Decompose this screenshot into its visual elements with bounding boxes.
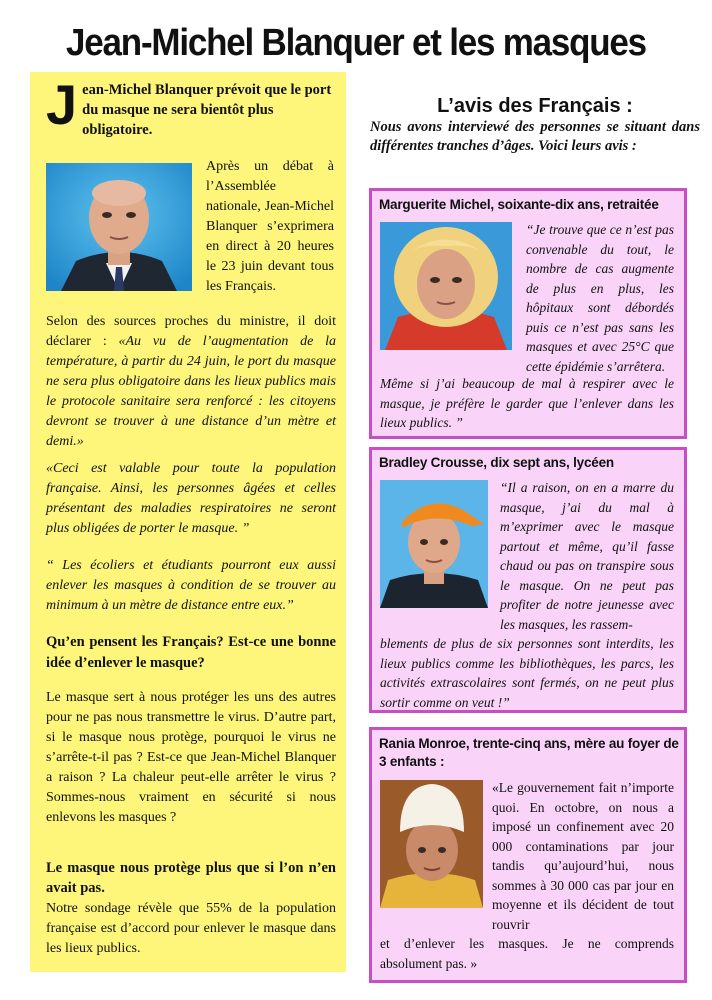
protection-heading: Le masque nous protège plus que si l’on n’en avait pas. (46, 860, 336, 896)
opinion-box-2-title: Bradley Crousse, dix sept ans, lycéen (379, 455, 614, 470)
lead-text: ean-Michel Blanquer prévoit que le port du masque ne sera bientôt plus obligatoire. (82, 82, 332, 138)
analysis-paragraph: Le masque sert à nous protéger les uns des autres pour ne pas nous transmettre le virus. D’autre part, si le masque nous protège, pourquoi le virus ne s’arrête-t-il pas ? Est-ce que Jean-Michel Blanquer a raison ? La chaleur peut-elle arrêter le virus ? Sommes-nous vraiment en sécurité si nous enlevons les masques ? (46, 690, 336, 825)
minister-photo (46, 163, 192, 291)
page-title: Jean-Michel Blanquer et les masques (66, 22, 646, 64)
declaration-paragraph (46, 312, 336, 452)
opinion-box-1-photo (380, 222, 512, 350)
quote-paragraph-1: «Ceci est valable pour toute la population française. Ainsi, les personnes âgées et celles présentant des maladies respiratoires ne seront plus obligées de porter le masque. ” (46, 461, 336, 536)
intro-paragraph: Après un débat à l’Assemblée nationale, Jean-Michel Blanquer s’exprimera en direct à 20 heures le 23 juin devant tous les Français. (206, 159, 334, 294)
opinion-box-3-quote-full: et d’enlever les masques. Je ne comprends absolument pas. » (380, 936, 674, 971)
lead-paragraph (46, 73, 336, 140)
drop-cap: J (46, 73, 78, 136)
opinion-box-3-quote-side: «Le gouvernement fait n’importe quoi. En octobre, on nous a imposé un confinement avec 20 000 contaminations par jour tandis qu’aujourd’hui, nous sommes à 30 000 cas par jour en moyenne et ils décident de tout rouvrir (492, 780, 674, 932)
opinion-box-1-quote-side: “Je trouve que ce n’est pas convenable du tout, le nombre de cas augmente de plus en plus, les hôpitaux sont débordés puis ce n’est pas sans les masques et avec 25°C que cette épidémie s’arrêtera. (526, 222, 674, 374)
declaration-quote: «Au vu de l’augmentation de la température, à partir du 24 juin, le port du masque ne sera plus obligatoire dans les lieux publics mais le protocole sanitaire sera renforcé : les citoyens devront se trouver à une distance d’un mètre et demi.» (46, 334, 336, 449)
opinion-box-1-quote-full: Même si j’ai beaucoup de mal à respirer avec le masque, je préfère le garder que l’enlever dans les lieux publics. ” (380, 376, 674, 430)
opinion-box-1-title: Marguerite Michel, soixante-dix ans, retraitée (379, 197, 659, 212)
question-heading: Qu’en pensent les Français? Est-ce une bonne idée d’enlever le masque? (46, 634, 336, 671)
declaration-intro: Selon des sources proches du ministre, il doit déclarer : (46, 314, 336, 349)
opinions-heading: L’avis des Français : (437, 95, 633, 117)
opinion-box-3-title: Rania Monroe, trente-cinq ans, mère au foyer de 3 enfants : (379, 736, 679, 769)
survey-paragraph: Notre sondage révèle que 55% de la population française est d’accord pour enlever le masque dans les lieux publics. (46, 901, 336, 956)
opinion-box-2-quote-full: blements de plus de six personnes sont interdits, les lieux publics comme les bibliothèques, les parcs, les activités extrascolaires sont fermés, on ne peut plus sortir comme on veut !” (380, 636, 674, 710)
opinion-box-2-photo (380, 480, 488, 608)
opinion-box-2-quote-side: “Il a raison, on en a marre du masque, j’ai du mal à m’exprimer avec le masque partout et même, qu’il fasse chaud ou pas on transpire sous le masque. On ne peut pas profiter de notre jeunesse avec les masques, les rassem- (500, 480, 674, 632)
quote-paragraph-2: “ Les écoliers et étudiants pourront eux aussi enlever les masques à condition de se trouver au minimum à un mètre de distance entre eux.” (46, 558, 336, 613)
opinion-box-3-photo (380, 780, 483, 908)
opinions-intro: Nous avons interviewé des personnes se situant dans différentes tranches d’âges. Voici leurs avis : (370, 119, 700, 154)
